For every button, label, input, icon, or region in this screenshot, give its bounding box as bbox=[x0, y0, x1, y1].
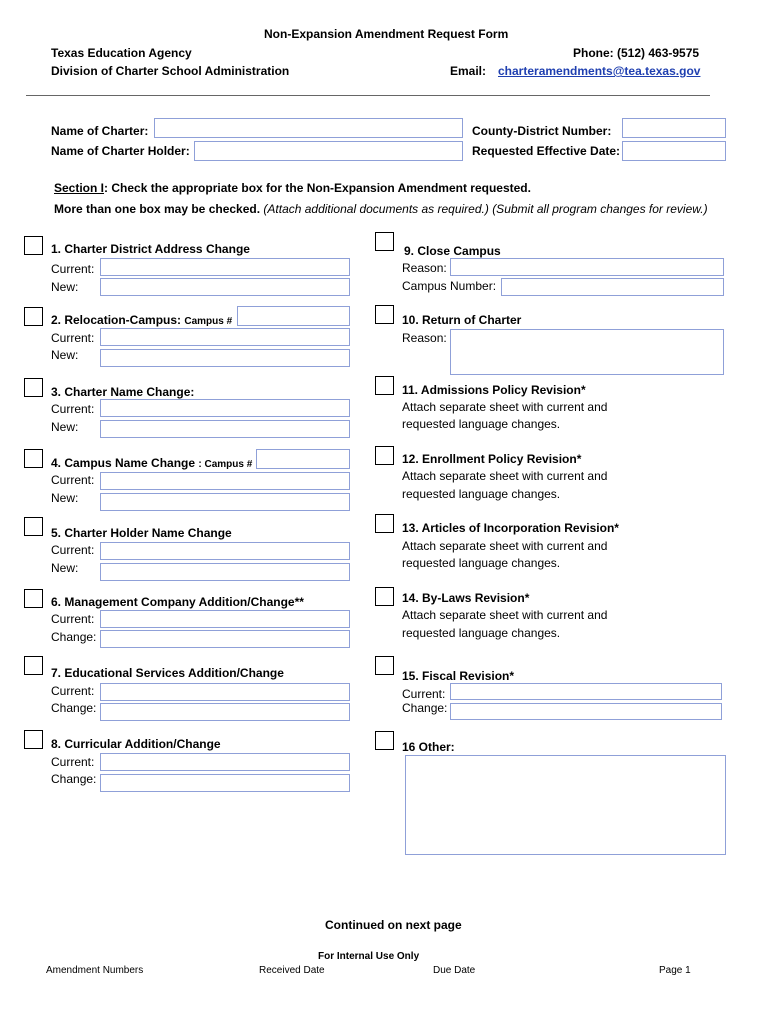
item-7-title: 7. Educational Services Addition/Change bbox=[51, 666, 284, 680]
agency-name: Texas Education Agency bbox=[51, 46, 192, 60]
item-6-current-input[interactable] bbox=[100, 610, 350, 628]
item-15-current-input[interactable] bbox=[450, 683, 722, 700]
checkbox-3[interactable] bbox=[24, 378, 43, 397]
phone: Phone: (512) 463-9575 bbox=[573, 46, 700, 60]
section-instruction bbox=[54, 181, 531, 195]
item-4-current-input[interactable] bbox=[100, 472, 350, 490]
item-4-title bbox=[51, 456, 252, 472]
due-date-label: Due Date bbox=[433, 965, 476, 976]
item-5-current-label: Current: bbox=[51, 543, 95, 557]
item-15-change-input[interactable] bbox=[450, 703, 722, 720]
item-16-other-input[interactable] bbox=[405, 755, 726, 855]
item-3-current-input[interactable] bbox=[100, 399, 350, 417]
item-9-reason-input[interactable] bbox=[450, 258, 724, 276]
section-note bbox=[54, 202, 708, 216]
name-of-charter-holder-label: Name of Charter Holder: bbox=[51, 144, 190, 158]
item-1-title: 1. Charter District Address Change bbox=[51, 242, 250, 256]
item-15-title: 15. Fiscal Revision* bbox=[402, 669, 515, 683]
form-title: Non-Expansion Amendment Request Form bbox=[264, 27, 509, 41]
checkbox-14[interactable] bbox=[375, 587, 394, 606]
page-number: Page 1 bbox=[659, 965, 691, 976]
division-name: Division of Charter School Administration bbox=[51, 64, 290, 78]
checkbox-1[interactable] bbox=[24, 236, 43, 255]
item-1-current-input[interactable] bbox=[100, 258, 350, 276]
item-12-title: 12. Enrollment Policy Revision* bbox=[402, 452, 582, 466]
name-of-charter-label: Name of Charter: bbox=[51, 124, 149, 138]
item-11-attach-line1: Attach separate sheet with current and bbox=[402, 400, 608, 414]
item-14-attach-line1: Attach separate sheet with current and bbox=[402, 608, 608, 622]
item-3-title: 3. Charter Name Change: bbox=[51, 385, 195, 399]
item-6-change-input[interactable] bbox=[100, 630, 350, 648]
item-8-change-label: Change: bbox=[51, 772, 97, 786]
item-2-title-text: 2. Relocation-Campus: bbox=[51, 313, 182, 327]
item-6-change-label: Change: bbox=[51, 630, 97, 644]
internal-use-label: For Internal Use Only bbox=[318, 951, 420, 962]
checkbox-5[interactable] bbox=[24, 517, 43, 536]
item-2-title bbox=[51, 313, 232, 329]
item-8-change-input[interactable] bbox=[100, 774, 350, 792]
item-12-attach-line1: Attach separate sheet with current and bbox=[402, 469, 608, 483]
item-11-attach-line2: requested language changes. bbox=[402, 417, 561, 431]
item-8-current-label: Current: bbox=[51, 755, 95, 769]
item-10-reason-label: Reason: bbox=[402, 331, 447, 345]
item-7-current-label: Current: bbox=[51, 684, 95, 698]
item-8-current-input[interactable] bbox=[100, 753, 350, 771]
received-date-label: Received Date bbox=[259, 965, 325, 976]
item-14-attach-line2: requested language changes. bbox=[402, 626, 561, 640]
checkbox-6[interactable] bbox=[24, 589, 43, 608]
item-3-current-label: Current: bbox=[51, 402, 95, 416]
item-2-new-input[interactable] bbox=[100, 349, 350, 367]
item-14-title: 14. By-Laws Revision* bbox=[402, 591, 530, 605]
name-of-charter-input[interactable] bbox=[154, 118, 463, 138]
item-7-current-input[interactable] bbox=[100, 683, 350, 701]
requested-effective-date-label: Requested Effective Date: bbox=[472, 144, 621, 158]
amendment-numbers-label: Amendment Numbers bbox=[46, 965, 144, 976]
county-district-number-input[interactable] bbox=[622, 118, 726, 138]
item-7-change-input[interactable] bbox=[100, 703, 350, 721]
item-9-reason-label: Reason: bbox=[402, 261, 447, 275]
section-instruction-text: : Check the appropriate box for the Non-Expansion Amendment requested. bbox=[104, 181, 531, 195]
item-1-new-label: New: bbox=[51, 280, 79, 294]
item-13-attach-line2: requested language changes. bbox=[402, 556, 561, 570]
checkbox-13[interactable] bbox=[375, 514, 394, 533]
header-divider bbox=[26, 95, 710, 96]
item-10-reason-input[interactable] bbox=[450, 329, 724, 375]
item-5-current-input[interactable] bbox=[100, 542, 350, 560]
checkbox-11[interactable] bbox=[375, 376, 394, 395]
email-label: Email: bbox=[450, 64, 487, 78]
checkbox-15[interactable] bbox=[375, 656, 394, 675]
email-link[interactable]: charteramendments@tea.texas.gov bbox=[498, 64, 701, 78]
name-of-charter-holder-input[interactable] bbox=[194, 141, 463, 161]
item-4-new-label: New: bbox=[51, 491, 79, 505]
item-8-title: 8. Curricular Addition/Change bbox=[51, 737, 221, 751]
item-15-current-label: Current: bbox=[402, 687, 446, 701]
requested-effective-date-input[interactable] bbox=[622, 141, 726, 161]
item-4-current-label: Current: bbox=[51, 473, 95, 487]
item-4-campus-label: : Campus # bbox=[198, 459, 253, 470]
item-2-current-input[interactable] bbox=[100, 328, 350, 346]
item-13-title: 13. Articles of Incorporation Revision* bbox=[402, 521, 619, 535]
item-13-attach-line1: Attach separate sheet with current and bbox=[402, 539, 608, 553]
item-4-title-text: 4. Campus Name Change bbox=[51, 456, 196, 470]
item-3-new-label: New: bbox=[51, 420, 79, 434]
item-5-new-input[interactable] bbox=[100, 563, 350, 581]
checkbox-4[interactable] bbox=[24, 449, 43, 468]
item-2-new-label: New: bbox=[51, 348, 79, 362]
item-2-campus-label: Campus # bbox=[184, 316, 233, 327]
item-12-attach-line2: requested language changes. bbox=[402, 487, 561, 501]
item-2-current-label: Current: bbox=[51, 331, 95, 345]
continued-note: Continued on next page bbox=[325, 918, 462, 932]
item-6-title: 6. Management Company Addition/Change** bbox=[51, 595, 304, 609]
item-16-title: 16 Other: bbox=[402, 740, 455, 754]
item-9-campus-number-input[interactable] bbox=[501, 278, 724, 296]
checkbox-2[interactable] bbox=[24, 307, 43, 326]
item-4-campus-input[interactable] bbox=[256, 449, 350, 469]
checkbox-9[interactable] bbox=[375, 232, 394, 251]
checkbox-8[interactable] bbox=[24, 730, 43, 749]
item-1-current-label: Current: bbox=[51, 262, 95, 276]
item-15-change-label: Change: bbox=[402, 701, 448, 715]
section-note-italic: (Attach additional documents as required.) (Submit all program changes for review.) bbox=[260, 202, 708, 216]
section-note-bold: More than one box may be checked. bbox=[54, 202, 261, 216]
item-4-new-input[interactable] bbox=[100, 493, 350, 511]
item-2-campus-input[interactable] bbox=[237, 306, 350, 326]
item-5-new-label: New: bbox=[51, 561, 79, 575]
item-1-new-input[interactable] bbox=[100, 278, 350, 296]
section-label: Section I bbox=[54, 181, 105, 195]
checkbox-10[interactable] bbox=[375, 305, 394, 324]
item-3-new-input[interactable] bbox=[100, 420, 350, 438]
item-11-title: 11. Admissions Policy Revision* bbox=[402, 383, 586, 397]
item-9-campus-number-label: Campus Number: bbox=[402, 279, 497, 293]
item-6-current-label: Current: bbox=[51, 612, 95, 626]
county-district-number-label: County-District Number: bbox=[472, 124, 612, 138]
item-10-title: 10. Return of Charter bbox=[402, 313, 522, 327]
item-7-change-label: Change: bbox=[51, 701, 97, 715]
checkbox-12[interactable] bbox=[375, 446, 394, 465]
item-9-title: 9. Close Campus bbox=[404, 244, 501, 258]
checkbox-16[interactable] bbox=[375, 731, 394, 750]
checkbox-7[interactable] bbox=[24, 656, 43, 675]
item-5-title: 5. Charter Holder Name Change bbox=[51, 526, 232, 540]
